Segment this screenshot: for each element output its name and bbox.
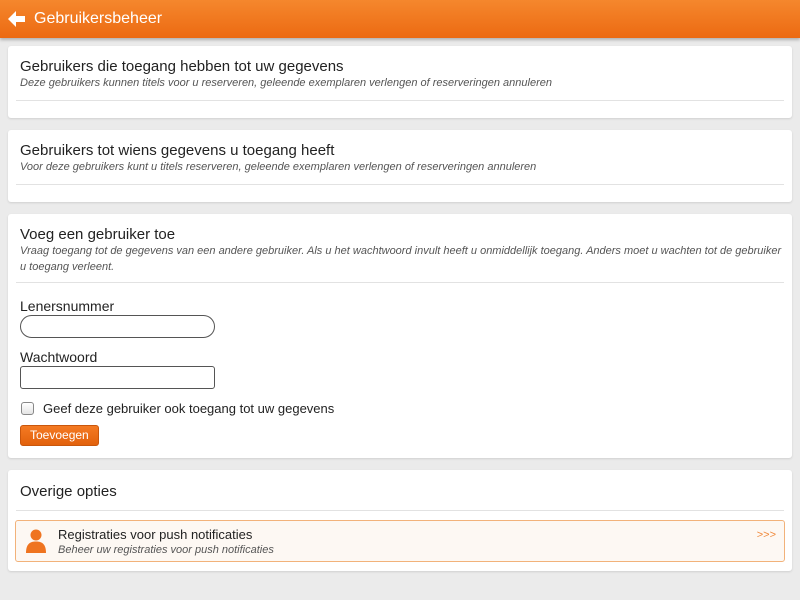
- add-user-button[interactable]: Toevoegen: [20, 425, 99, 446]
- page-title: Gebruikersbeheer: [34, 10, 163, 27]
- section-subtitle: Voor deze gebruikers kunt u titels reserveren, geleende exemplaren verlengen of reserveringen annuleren: [20, 161, 537, 173]
- chevron-right-icon: >>>: [756, 529, 776, 541]
- grant-access-label[interactable]: Geef deze gebruiker ook toegang tot uw gegevens: [43, 401, 335, 416]
- back-button[interactable]: [0, 0, 34, 38]
- option-title: Registraties voor push notificaties: [58, 527, 253, 542]
- section-divider: [16, 282, 784, 283]
- section-title: Overige opties: [20, 483, 117, 500]
- option-subtitle: Beheer uw registraties voor push notificaties: [58, 544, 274, 556]
- section-access-to-your-data: [8, 46, 792, 118]
- section-title: Gebruikers tot wiens gegevens u toegang heeft: [20, 142, 335, 159]
- section-title: Voeg een gebruiker toe: [20, 226, 176, 243]
- section-other-options: [8, 470, 792, 571]
- section-subtitle: Vraag toegang tot de gegevens van een andere gebruiker. Als u het wachtwoord invult heeft u onmiddellijk toegang. Anders moet u wachten tot de gebruiker u toegang verleent.: [20, 245, 782, 273]
- password-label: Wachtwoord: [20, 349, 98, 365]
- card-number-label: Lenersnummer: [20, 298, 115, 314]
- section-divider: [16, 510, 784, 511]
- person-icon: [25, 529, 47, 553]
- grant-access-checkbox[interactable]: [21, 402, 34, 415]
- back-arrow-icon: [8, 11, 26, 27]
- section-add-user: [8, 214, 792, 458]
- section-title: Gebruikers die toegang hebben tot uw gegevens: [20, 58, 344, 75]
- card-number-input[interactable]: [20, 315, 215, 338]
- grant-access-row: [21, 401, 334, 416]
- push-registrations-item[interactable]: [15, 520, 785, 562]
- section-your-access-to-others: [8, 130, 792, 202]
- password-input[interactable]: [20, 366, 215, 389]
- section-subtitle: Deze gebruikers kunnen titels voor u reserveren, geleende exemplaren verlengen of reserveringen annuleren: [20, 77, 552, 89]
- section-divider: [16, 100, 784, 101]
- app-header: [0, 0, 800, 38]
- section-divider: [16, 184, 784, 185]
